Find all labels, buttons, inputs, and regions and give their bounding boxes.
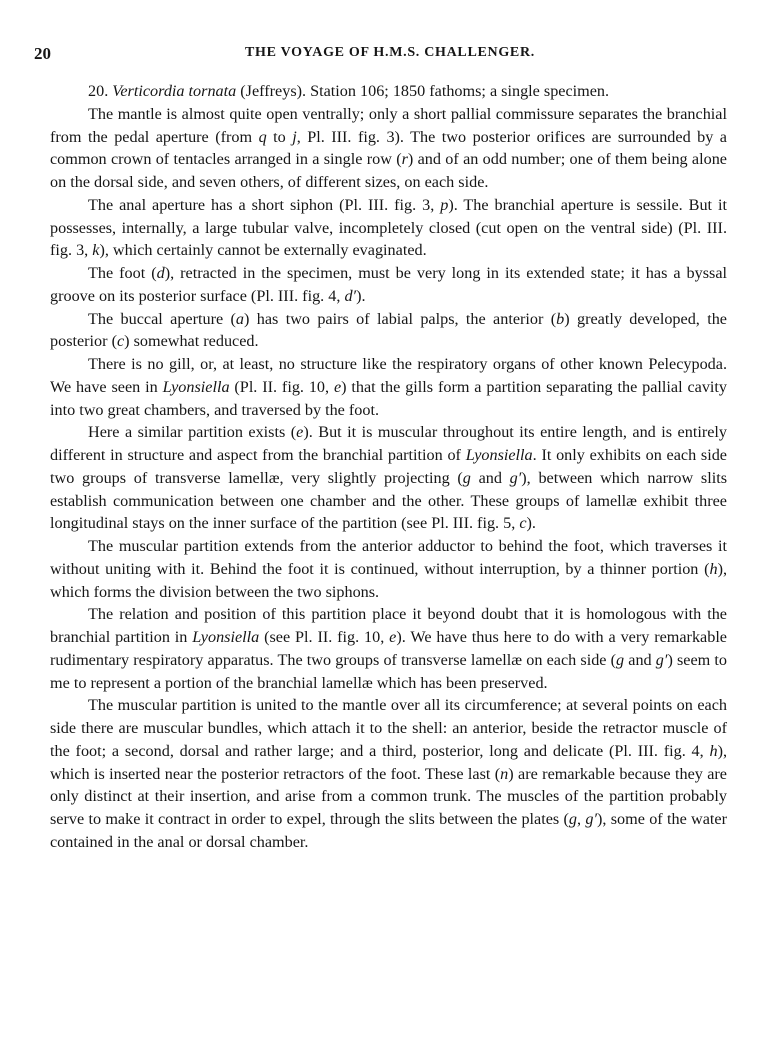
- text-run: ,: [577, 810, 586, 828]
- paragraph: [50, 353, 727, 421]
- italic-text: r: [401, 150, 408, 169]
- italic-text: q: [258, 127, 267, 146]
- page-header: [34, 44, 726, 68]
- text-run: ) somewhat reduced.: [124, 332, 259, 351]
- text-run: and: [470, 468, 510, 487]
- body-text: [50, 80, 727, 854]
- italic-text: d: [156, 264, 165, 282]
- italic-text: h: [709, 741, 718, 760]
- text-run: ).: [526, 514, 536, 533]
- italic-text: Verticordia tornata: [112, 82, 237, 100]
- text-run: The anal aperture has a short siphon (Pl. III. fig. 3,: [88, 195, 441, 214]
- text-run: ) greatly developed, the posterior (: [50, 309, 727, 351]
- paragraph: [50, 421, 727, 535]
- text-run: ), between which narrow slits establish communication between one chamber and the other. These groups of lamellæ exhibit three longitudinal stays on the inner surface of the partition (see Pl. III. fig. 5,: [50, 468, 727, 533]
- text-run: (Pl. II. fig. 10,: [229, 377, 334, 396]
- paragraph: [50, 603, 727, 694]
- italic-text: g: [462, 468, 471, 487]
- text-run: and: [624, 650, 656, 669]
- italic-text: b: [556, 309, 565, 328]
- italic-text: g′: [655, 650, 668, 669]
- italic-text: g′: [509, 468, 522, 487]
- paragraph: [50, 694, 727, 853]
- text-run: ), which is inserted near the posterior retractors of the foot. These last (: [50, 741, 727, 783]
- text-run: ), some of the water contained in the anal or dorsal chamber.: [50, 810, 728, 851]
- text-run: (see Pl. II. fig. 10,: [259, 628, 390, 646]
- text-run: Here a similar partition exists (: [88, 423, 297, 442]
- text-run: ) and of an odd number; one of them being alone on the dorsal side, and seven others, of different sizes, on each side.: [50, 150, 727, 191]
- text-run: ). We have thus here to do with a very remarkable rudimentary respiratory apparatus. The two groups of transverse lamellæ on each side (: [50, 628, 727, 669]
- text-run: ), which certainly cannot be externally evaginated.: [99, 241, 427, 260]
- text-run: ), which forms the division between the two siphons.: [50, 559, 727, 601]
- text-run: ) that the gills form a partition separating the pallial cavity into two great chambers, and traversed by the foot.: [50, 377, 728, 419]
- page-number: 20: [34, 44, 51, 63]
- text-run: The muscular partition is united to the mantle over all its circumference; at several points on each side there are muscular bundles, which attach it to the shell: an anterior, beside the retractor muscle of the foot; a second, dorsal and rather large; and a third, posterior, long and delicate (Pl. III. fig. 4,: [50, 696, 727, 760]
- text-run: ) seem to me to represent a portion of the branchial lamellæ which has been preserved.: [50, 650, 727, 692]
- paragraph: [50, 308, 727, 354]
- italic-text: g′: [585, 810, 597, 828]
- text-run: The mantle is almost quite open ventrally; only a short pallial commissure separates the branchial from the pedal aperture (from: [50, 104, 727, 146]
- italic-text: Lyonsiella: [465, 446, 533, 464]
- text-run: There is no gill, or, at least, no structure like the respiratory organs of other known Pelecypoda. We have seen in: [50, 355, 727, 396]
- italic-text: d′: [344, 286, 357, 305]
- italic-text: Lyonsiella: [162, 377, 230, 396]
- italic-text: e: [389, 628, 397, 646]
- italic-text: c: [116, 332, 125, 351]
- text-run: The relation and position of this partition place it beyond doubt that it is homologous with the branchial partition in: [50, 605, 727, 646]
- italic-text: k: [92, 241, 100, 260]
- text-run: ) has two pairs of labial palps, the anterior (: [244, 309, 557, 328]
- text-run: The muscular partition extends from the anterior adductor to behind the foot, which traverses it without uniting with it. Behind the foot it is continued, without interruption, by a thinner portion (: [50, 537, 727, 578]
- italic-text: g: [568, 810, 577, 828]
- text-run: . It only exhibits on each side two groups of transverse lamellæ, very slightly projecting (: [50, 446, 727, 487]
- paragraph: [50, 103, 727, 194]
- running-title: THE VOYAGE OF H.M.S. CHALLENGER.: [245, 45, 535, 60]
- paragraph: [50, 80, 727, 103]
- italic-text: c: [519, 514, 527, 533]
- text-run: The buccal aperture (: [88, 309, 236, 328]
- italic-text: h: [709, 559, 718, 578]
- text-run: ). The branchial aperture is sessile. But it possesses, internally, a large tubular valve, incompletely closed (cut open on the ventral side) (Pl. III. fig. 3,: [50, 195, 727, 260]
- italic-text: a: [235, 309, 244, 328]
- text-run: ).: [356, 286, 366, 305]
- text-run: The foot (: [88, 264, 157, 282]
- paragraph: [50, 194, 727, 262]
- italic-text: n: [500, 764, 509, 783]
- paragraph: [50, 535, 727, 603]
- italic-text: e: [296, 423, 304, 442]
- italic-text: j: [292, 127, 297, 146]
- paragraph: [50, 262, 727, 308]
- italic-text: g: [616, 650, 625, 669]
- italic-text: p: [440, 195, 449, 214]
- text-run: 20.: [88, 82, 113, 100]
- italic-text: Lyonsiella: [192, 628, 260, 646]
- italic-text: e: [333, 377, 342, 396]
- text-run: to: [266, 127, 293, 146]
- text-run: ) are remarkable because they are only distinct at their insertion, and arise from a common trunk. The muscles of the partition probably serve to make it contract in order to expel, through the slits between the plates (: [50, 764, 727, 828]
- text-run: ), retracted in the specimen, must be very long in its extended state; it has a byssal groove on its posterior surface (Pl. III. fig. 4,: [50, 264, 728, 305]
- text-run: (Jeffreys). Station 106; 1850 fathoms; a single specimen.: [236, 82, 610, 100]
- text-run: , Pl. III. fig. 3). The two posterior orifices are surrounded by a common crown of tentacles arranged in a single row (: [50, 127, 727, 169]
- text-run: ). But it is muscular throughout its entire length, and is entirely different in structure and aspect from the branchial partition of: [50, 423, 727, 464]
